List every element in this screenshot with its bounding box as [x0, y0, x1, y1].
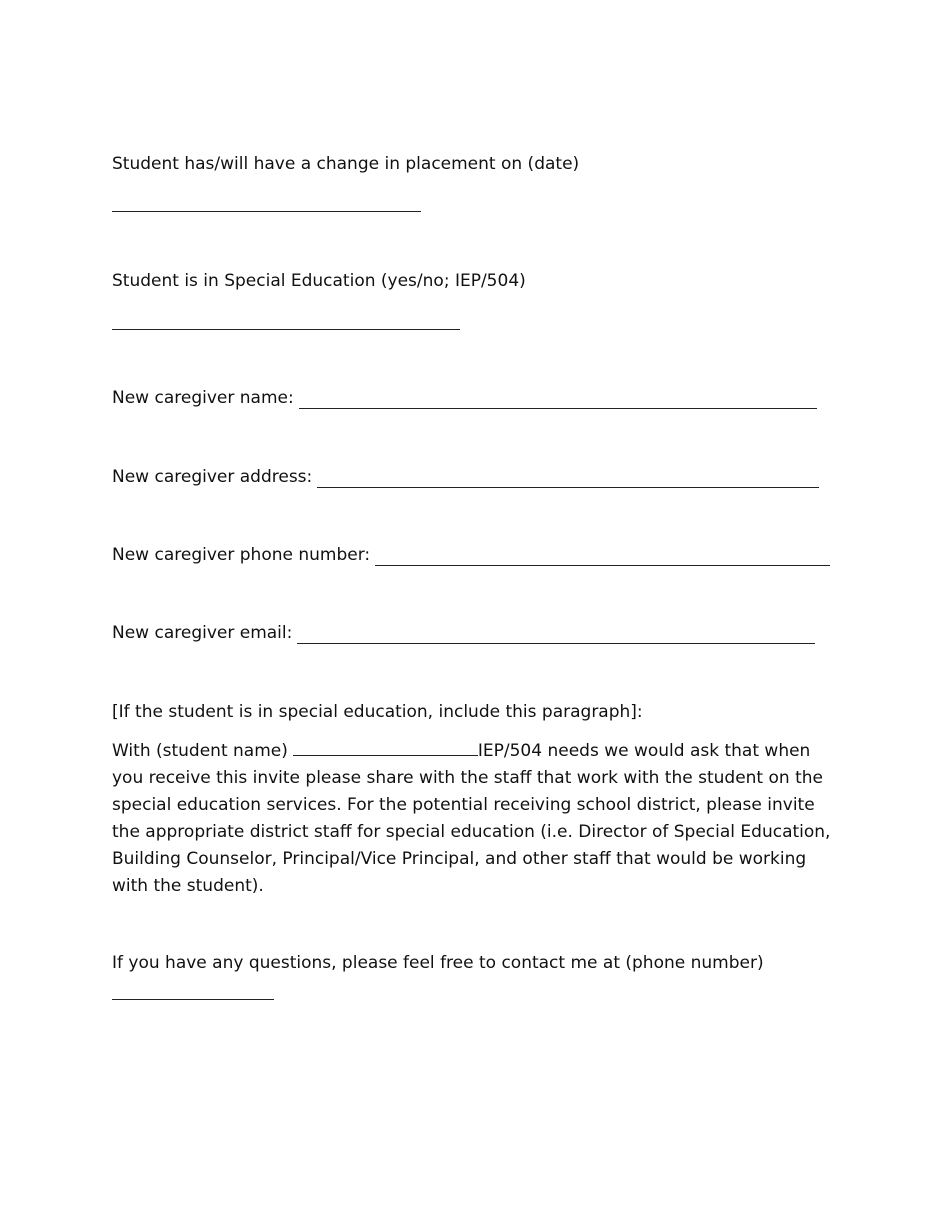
- caregiver-address-row: [112, 466, 819, 488]
- caregiver-phone-row: [112, 544, 830, 566]
- placement-change-label: Student has/will have a change in placement on (date): [112, 154, 580, 174]
- special-education-blank[interactable]: [112, 329, 460, 330]
- caregiver-address-label: New caregiver address:: [112, 467, 313, 487]
- placement-date-blank[interactable]: [112, 211, 421, 212]
- caregiver-name-label: New caregiver name:: [112, 388, 294, 408]
- caregiver-email-row: [112, 622, 815, 644]
- caregiver-address-blank[interactable]: [317, 470, 819, 488]
- paragraph-lead: With (student name): [112, 741, 288, 761]
- caregiver-name-blank[interactable]: [299, 391, 817, 409]
- caregiver-phone-blank[interactable]: [375, 548, 830, 566]
- caregiver-email-blank[interactable]: [297, 626, 815, 644]
- contact-label: If you have any questions, please feel free to contact me at (phone number): [112, 953, 764, 973]
- paragraph-body: IEP/504 needs we would ask that when you receive this invite please share with the staff that work with the student on the special education services. For the potential receiving school district, please invite the appropriate district staff for special education (i.e. Director of Special Education, Building Counselor, Principal/Vice Principal, and other staff that would be working with the student).: [112, 741, 831, 896]
- special-education-label: Student is in Special Education (yes/no; IEP/504): [112, 271, 526, 291]
- special-ed-note: [If the student is in special education, include this paragraph]:: [112, 702, 643, 722]
- caregiver-name-row: [112, 387, 817, 409]
- contact-phone-blank[interactable]: [112, 999, 274, 1000]
- caregiver-email-label: New caregiver email:: [112, 623, 293, 643]
- special-ed-paragraph: [112, 738, 840, 900]
- caregiver-phone-label: New caregiver phone number:: [112, 545, 371, 565]
- student-name-blank[interactable]: [293, 740, 478, 756]
